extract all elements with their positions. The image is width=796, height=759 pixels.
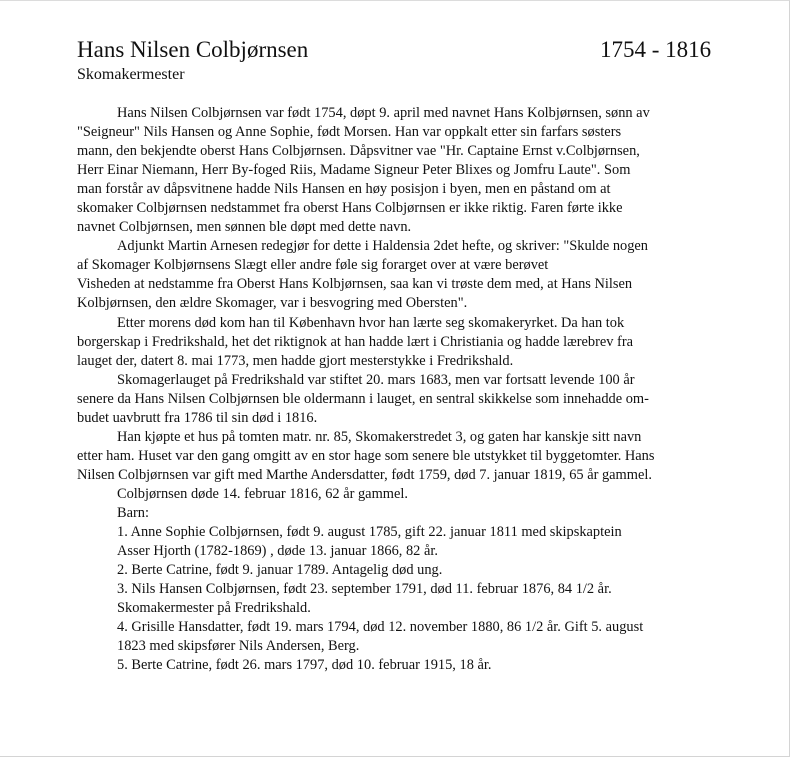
text-line: mann, den bekjendte oberst Hans Colbjørnsen. Dåpsvitner vae "Hr. Captaine Ernst v.Colbjørnsen, xyxy=(77,143,640,160)
text-line: 3. Nils Hansen Colbjørnsen, født 23. september 1791, død 11. februar 1876, 84 1/2 år. xyxy=(117,581,612,598)
occupation-subtitle: Skomakermester xyxy=(77,66,185,83)
text-line: Skomagerlauget på Fredrikshald var stiftet 20. mars 1683, men var fortsatt levende 100 år xyxy=(117,371,635,388)
text-line: Skomakermester på Fredrikshald. xyxy=(117,600,311,617)
text-line: 1. Anne Sophie Colbjørnsen, født 9. august 1785, gift 22. januar 1811 med skipskaptein xyxy=(117,524,622,541)
text-line: Visheden at nedstamme fra Oberst Hans Kolbjørnsen, saa kan vi trøste dem med, at Hans Nilsen xyxy=(77,276,633,293)
text-line: Etter morens død kom han til København hvor han lærte seg skomakeryrket. Da han tok xyxy=(117,314,625,331)
text-line: Nilsen Colbjørnsen var gift med Marthe Andersdatter, født 1759, død 7. januar 1819, 65 år gammel. xyxy=(77,466,652,483)
text-line: Kolbjørnsen, den ældre Skomager, var i besvogring med Obersten". xyxy=(77,295,468,312)
text-line: budet uavbrutt fra 1786 til sin død i 1816. xyxy=(77,409,318,426)
text-line: 2. Berte Catrine, født 9. januar 1789. Antagelig død ung. xyxy=(117,562,443,579)
text-line: af Skomager Kolbjørnsens Slægt eller andre føle sig forarget over at være berøvet xyxy=(77,257,549,274)
page-title: Hans Nilsen Colbjørnsen xyxy=(77,37,309,62)
text-line: Hans Nilsen Colbjørnsen var født 1754, døpt 9. april med navnet Hans Kolbjørnsen, sønn av xyxy=(117,105,650,121)
text-line: etter ham. Huset var den gang omgitt av en stor hage som senere ble utstykket til byggetomter. Hans xyxy=(77,447,655,464)
text-line: Han kjøpte et hus på tomten matr. nr. 85, Skomakerstredet 3, og gaten har kanskje sitt navn xyxy=(117,428,642,445)
text-line: lauget der, datert 8. mai 1773, men hadde gjort mesterstykke i Fredrikshald. xyxy=(77,352,514,369)
text-line: senere da Hans Nilsen Colbjørnsen ble oldermann i lauget, en sentral skikkelse som innehadde om- xyxy=(77,390,649,407)
text-line: borgerskap i Fredrikshald, het det riktignok at han hadde lært i Christiania og hadde lærebrev fra xyxy=(77,333,634,350)
text-line: Herr Einar Niemann, Herr By-foged Riis, Madame Signeur Peter Blixes og Jomfru Laute". Som xyxy=(77,162,631,179)
text-line: 5. Berte Catrine, født 26. mars 1797, død 10. februar 1915, 18 år. xyxy=(117,657,492,674)
text-line: Colbjørnsen døde 14. februar 1816, 62 år gammel. xyxy=(117,485,408,502)
text-line: 4. Grisille Hansdatter, født 19. mars 1794, død 12. november 1880, 86 1/2 år. Gift 5. august xyxy=(117,619,644,636)
life-years: 1754 - 1816 xyxy=(600,37,712,62)
text-line: Barn: xyxy=(117,504,149,521)
text-line: 1823 med skipsfører Nils Andersen, Berg. xyxy=(117,638,360,655)
text-line: navnet Colbjørnsen, men sønnen ble døpt med dette navn. xyxy=(77,219,412,236)
text-line: man forstår av dåpsvitnene hadde Nils Hansen en høy posisjon i byen, men en påstand om at xyxy=(77,181,611,198)
text-line: skomaker Colbjørnsen nedstammet fra oberst Hans Colbjørnsen er ikke riktig. Faren førte ikke xyxy=(77,200,623,217)
text-line: Adjunkt Martin Arnesen redegjør for dette i Haldensia 2det hefte, og skriver: "Skulde nogen xyxy=(117,238,648,255)
document-body xyxy=(77,104,727,675)
text-line: Asser Hjorth (1782-1869) , døde 13. januar 1866, 82 år. xyxy=(117,543,438,560)
text-line: "Seigneur" Nils Hansen og Anne Sophie, født Morsen. Han var oppkalt etter sin farfars søsters xyxy=(77,124,622,141)
